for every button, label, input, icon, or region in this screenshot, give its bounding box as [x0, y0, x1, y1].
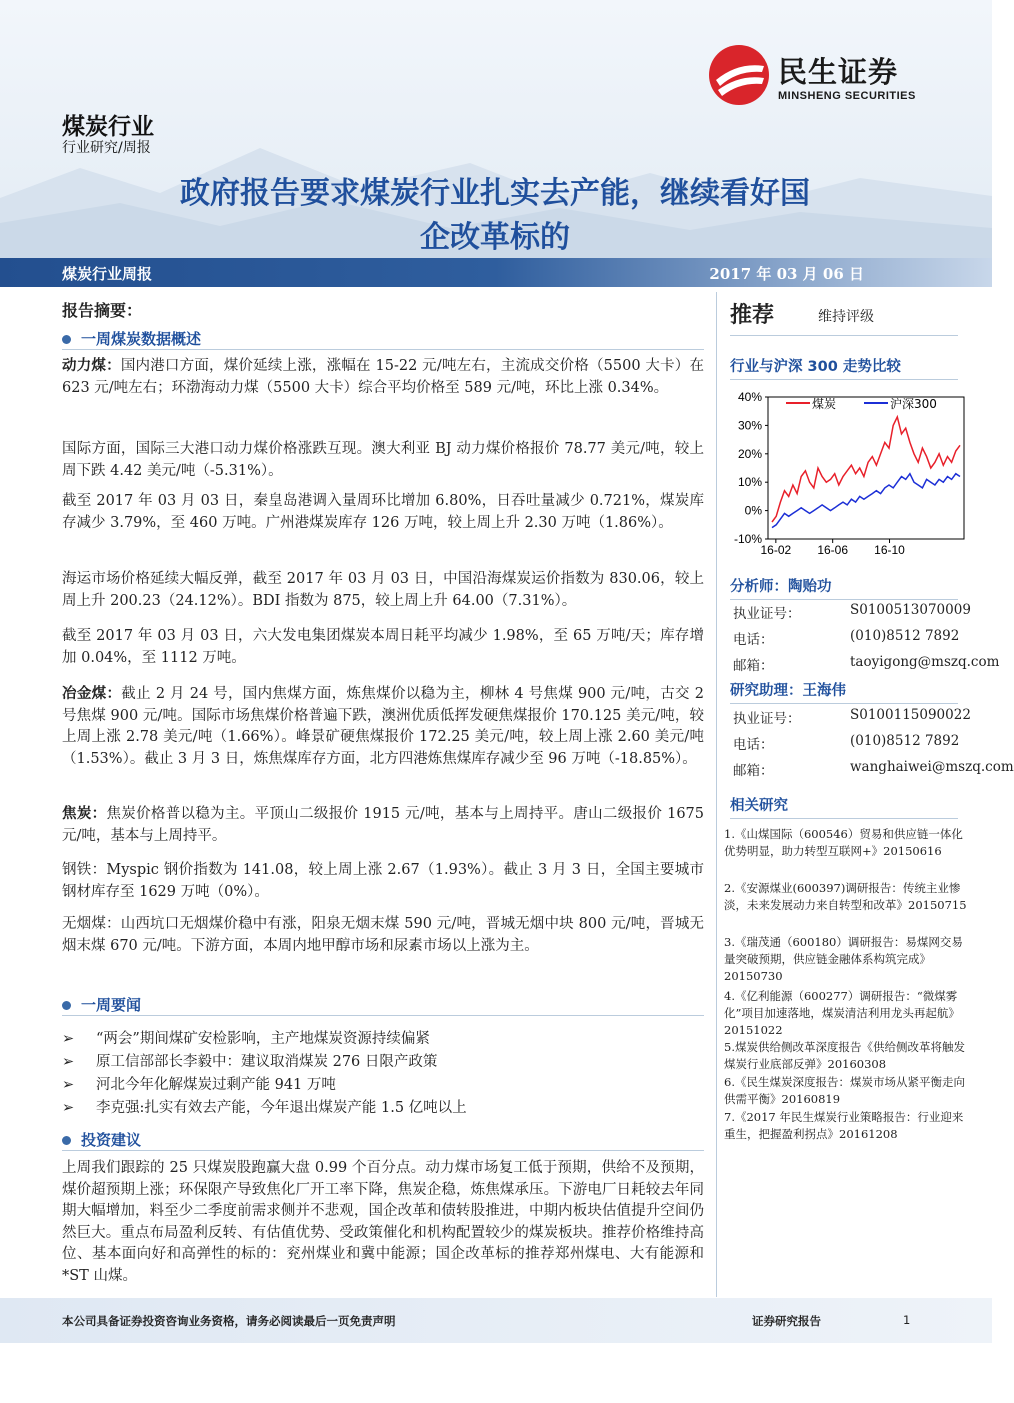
related-research-item[interactable]: 5.煤炭供给侧改革深度报告《供给侧改革将触发煤炭行业底部反弹》20160308 — [724, 1040, 965, 1071]
page-number: 1 — [903, 1313, 911, 1327]
assistant-phone: 电话： (010)8512 7892 — [733, 733, 960, 753]
section-heading-news: 一周要闻 — [62, 994, 141, 1015]
bullet-dot-icon — [62, 335, 71, 344]
news-item: ➢ 河北今年化解煤炭过剩产能 941 万吨 — [62, 1077, 336, 1093]
y-tick-label: 30% — [737, 418, 762, 433]
news-item: ➢ 李克强:扎实有效去产能，今年退出煤炭产能 1.5 亿吨以上 — [62, 1100, 467, 1116]
section-divider — [62, 349, 704, 350]
footer-report-type: 证券研究报告 — [752, 1314, 821, 1328]
arrow-bullet-icon: ➢ — [62, 1031, 75, 1047]
analyst-email[interactable]: 邮箱： taoyigong@mszq.com — [733, 654, 1000, 674]
section-heading-data: 一周煤炭数据概述 — [62, 328, 201, 349]
arrow-bullet-icon: ➢ — [62, 1077, 75, 1093]
logo-english-name: MINSHENG SECURITIES — [778, 90, 916, 102]
logo-emblem-icon — [708, 44, 770, 106]
x-tick-label: 16-02 — [760, 543, 792, 557]
y-tick-label: 40% — [737, 390, 762, 404]
summary-title: 报告摘要： — [62, 301, 143, 320]
news-item: ➢ “两会”期间煤矿安检影响，主产地煤炭资源持续偏紧 — [62, 1031, 430, 1047]
band-report-date: 2017 年 03 月 06 日 — [709, 265, 864, 283]
summary-paragraph: 国际方面，国际三大港口动力煤价格涨跌互现。澳大利亚 BJ 动力煤价格报价 78.77 美元/吨，较上周下跌 4.42 美元/吨（-5.31%）。 — [62, 441, 704, 479]
arrow-bullet-icon: ➢ — [62, 1100, 75, 1116]
chart-title: 行业与沪深 300 走势比较 — [730, 355, 958, 380]
y-tick-label: 0% — [744, 503, 762, 518]
related-research-item[interactable]: 6.《民生煤炭深度报告：煤炭市场从紧平衡走向供需平衡》20160819 — [724, 1075, 965, 1106]
investment-advice: 上周我们跟踪的 25 只煤炭股跑赢大盘 0.99 个百分点。动力煤市场复工低于预期，供给不及预期，煤价超预期上涨；环保限产导致焦化厂开工率下降，焦炭企稳，炼焦煤承压。下游电厂日耗较去年同期大幅增加，料至少二季度前需求侧并不悲观，国企改革和债转股推进，中期内板块估值提升空间仍然巨大。重点布局盈利反转、有估值优势、受政策催化和机构配置较少的煤炭板块。推荐价格维持高位、基本面向好和高弹性的标的：兖州煤业和冀中能源；国企改革标的推荐郑州煤电、大有能源和*ST 山煤。 — [62, 1160, 704, 1284]
summary-paragraph: 冶金煤：截止 2 月 24 号，国内焦煤方面，炼焦煤价以稳为主，柳林 4 号焦煤 900 元/吨，古交 2 号焦煤 900 元/吨。国际市场焦煤价格普遍下跌，澳洲优质低挥发硬焦煤报价 170.125 美元/吨，较上周上涨 2.78 美元/吨（1.66%）。峰景矿硬焦煤报价 172.25 美元/吨，较上周上涨 2.60 美元/吨（1.53%）。截止 3 月 3 日，炼焦煤库存方面，北方四港炼焦煤库存减少至 96 万吨（-18.85%）。 — [62, 685, 705, 767]
paragraph-lead: 冶金煤： — [62, 685, 122, 702]
news-item: ➢ 原工信部部长李毅中：建议取消煤炭 276 日限产政策 — [62, 1054, 438, 1070]
x-tick-label: 16-10 — [874, 543, 905, 557]
related-research-item[interactable]: 3.《瑞茂通（600180）调研报告：易煤网交易量突破预期，供应链金融体系构筑完成》20150730 — [724, 935, 963, 983]
footer-disclaimer: 本公司具备证券投资咨询业务资格，请务必阅读最后一页免责声明 — [62, 1314, 396, 1328]
related-research-item[interactable]: 1.《山煤国际（600546）贸易和供应链一体化优势明显，助力转型互联网+》20150616 — [724, 827, 963, 858]
bullet-dot-icon — [62, 1136, 71, 1145]
legend-label: 沪深300 — [890, 397, 937, 411]
bullet-dot-icon — [62, 1001, 71, 1010]
footer — [0, 1298, 992, 1343]
rating-box — [730, 296, 958, 336]
analyst-license: 执业证号： S0100513070009 — [733, 602, 971, 622]
band-report-name: 煤炭行业周报 — [62, 265, 153, 283]
summary-paragraph: 焦炭：焦炭价格普以稳为主。平顶山二级报价 1915 元/吨，基本与上周持平。唐山二级报价 1675 元/吨，基本与上周持平。 — [62, 805, 704, 844]
related-research-item[interactable]: 4.《亿利能源（600277）调研报告：“微煤雾化”项目加速落地，煤炭清洁利用龙头再起航》20151022 — [724, 989, 960, 1037]
company-logo — [708, 44, 948, 114]
summary-paragraph: 截至 2017 年 03 月 03 日，六大发电集团煤炭本周日耗平均减少 1.98%，至 65 万吨/天；库存增加 0.04%，至 1112 万吨。 — [62, 628, 704, 666]
column-divider — [716, 292, 717, 1297]
y-tick-label: 10% — [737, 475, 762, 490]
section-divider — [62, 1150, 704, 1151]
header-banner — [0, 0, 992, 258]
related-research-item[interactable]: 2.《安源煤业(600397)调研报告：传统主业惨淡，未来发展动力来自转型和改革》20150715 — [724, 881, 967, 912]
related-research-item[interactable]: 7.《2017 年民生煤炭行业策略报告：行业迎来重生，把握盈利拐点》20161208 — [724, 1110, 964, 1141]
series-line-0 — [772, 417, 960, 522]
section-divider — [62, 1015, 704, 1016]
report-title-line2: 企改革标的 — [420, 220, 570, 255]
summary-paragraph: 截至 2017 年 03 月 03 日，秦皇岛港调入量周环比增加 6.80%，日吞吐量减少 0.721%，煤炭库存减少 3.79%，至 460 万吨。广州港煤炭库存 126 万吨，较上周上升 2.30 万吨（1.86%）。 — [62, 493, 704, 531]
report-title-line1: 政府报告要求煤炭行业扎实去产能，继续看好国 — [180, 176, 810, 211]
y-tick-label: -10% — [733, 532, 762, 546]
x-tick-label: 16-06 — [817, 543, 849, 557]
report-type: 行业研究/周报 — [62, 140, 151, 156]
paragraph-lead: 动力煤： — [62, 357, 121, 374]
related-research-heading: 相关研究 — [730, 794, 958, 819]
logo-chinese-name: 民生证券 — [778, 55, 899, 89]
summary-paragraph: 动力煤：国内港口方面，煤价延续上涨，涨幅在 15-22 元/吨左右，主流成交价格（5500 大卡）在 623 元/吨左右；环渤海动力煤（5500 大卡）综合平均价格至 589 元/吨，环比上涨 0.34%。 — [62, 357, 704, 396]
arrow-bullet-icon: ➢ — [62, 1054, 75, 1070]
summary-paragraph: 无烟煤：山西坑口无烟煤价稳中有涨，阳泉无烟末煤 590 元/吨，晋城无烟中块 800 元/吨，晋城无烟末煤 670 元/吨。下游方面，本周内地甲醇市场和尿素市场以上涨为主。 — [62, 916, 704, 954]
assistant-license: 执业证号： S0100115090022 — [733, 707, 971, 727]
summary-paragraph: 钢铁：Myspic 钢价指数为 141.08，较上周上涨 2.67（1.93%）。截止 3 月 3 日，全国主要城市钢材库存至 1629 万吨（0%）。 — [62, 862, 704, 900]
y-tick-label: 20% — [737, 446, 762, 461]
analyst-heading: 分析师：陶贻功 — [730, 575, 958, 600]
assistant-email[interactable]: 邮箱： wanghaiwei@mszq.com — [733, 759, 1014, 779]
rating-value: 推荐 — [730, 302, 775, 328]
report-band — [0, 258, 992, 287]
paragraph-lead: 焦炭： — [62, 805, 107, 822]
analyst-phone: 电话： (010)8512 7892 — [733, 628, 960, 648]
section-heading-invest: 投资建议 — [62, 1129, 141, 1150]
assistant-heading: 研究助理：王海伟 — [730, 679, 958, 704]
legend-label: 煤炭 — [812, 397, 837, 411]
performance-chart — [728, 384, 968, 564]
rating-note: 维持评级 — [818, 309, 874, 325]
summary-paragraph: 海运市场价格延续大幅反弹，截至 2017 年 03 月 03 日，中国沿海煤炭运价指数为 830.06，较上周上升 200.23（24.12%）。BDI 指数为 875，较上周上升 64.00（7.31%）。 — [62, 571, 704, 609]
industry-label: 煤炭行业 — [62, 114, 154, 140]
